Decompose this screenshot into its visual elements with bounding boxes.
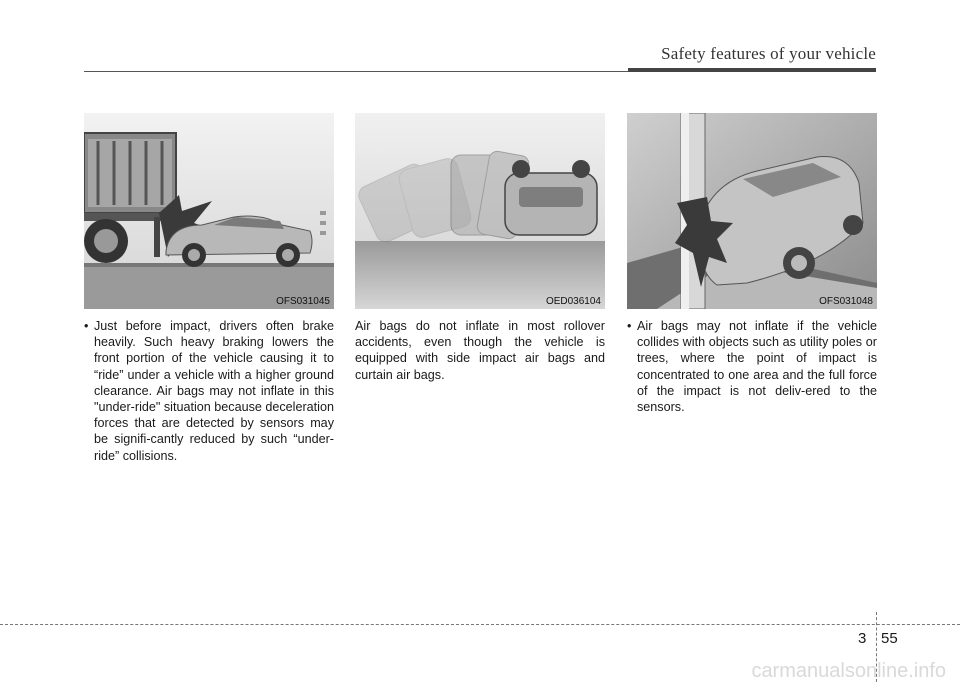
figure-caption: OFS031048 bbox=[819, 296, 873, 307]
figure-caption: OFS031045 bbox=[276, 296, 330, 307]
header-accent-bar bbox=[628, 68, 876, 72]
figure-under-ride bbox=[84, 113, 334, 309]
paragraph-pole: Air bags may not inflate if the vehicle collides with objects such as utility poles or trees, where the point of impact is concentrated to one area and the full force of the impact is not deliv-ered to the sensors. bbox=[637, 319, 877, 415]
footer-divider bbox=[0, 624, 960, 625]
figure-rollover bbox=[355, 113, 605, 309]
figure-caption: OED036104 bbox=[545, 296, 601, 307]
page-number: 55 bbox=[881, 630, 898, 647]
under-ride-illustration bbox=[84, 113, 334, 309]
bullet-paragraph bbox=[84, 318, 334, 464]
column-rollover-text bbox=[355, 318, 605, 383]
paragraph-under-ride: Just before impact, drivers often brake heavily. Such heavy braking lowers the front portion of the vehicle causing it to “ride” under a vehicle with a higher ground clearance. Air bags may not inflate in this "under-ride" situation because deceleration forces that are detected by sensors may be signifi-cantly reduced by such “under-ride” collisions. bbox=[94, 319, 334, 463]
paragraph-rollover: Air bags do not inflate in most rollover accidents, even though the vehicle is equipped with side impact air bags and curtain air bags. bbox=[355, 319, 605, 382]
bullet-symbol: • bbox=[84, 319, 89, 333]
section-title: Safety features of your vehicle bbox=[661, 44, 876, 63]
rollover-illustration bbox=[355, 113, 605, 309]
figure-pole-collision bbox=[627, 113, 877, 309]
column-pole-text bbox=[627, 318, 877, 415]
column-under-ride-text bbox=[84, 318, 334, 464]
watermark: carmanualsonline.info bbox=[751, 660, 946, 682]
pole-collision-illustration bbox=[627, 113, 877, 309]
chapter-number: 3 bbox=[858, 630, 867, 647]
bullet-paragraph bbox=[627, 318, 877, 415]
bullet-symbol: • bbox=[627, 319, 632, 333]
